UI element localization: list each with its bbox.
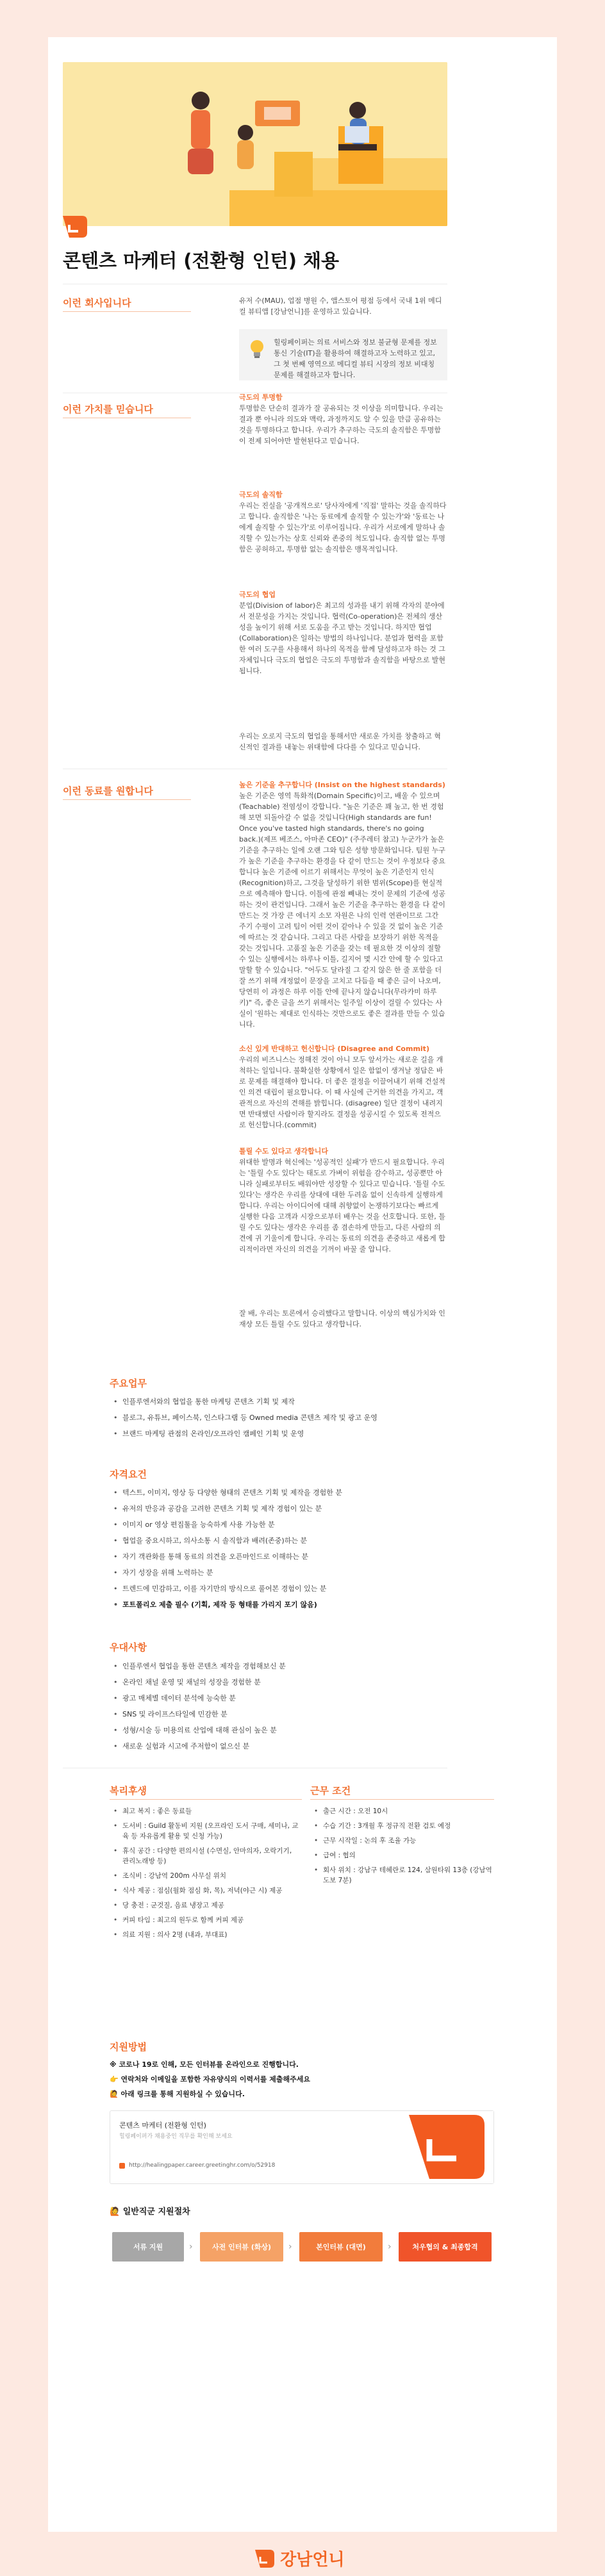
preferred-list (110, 1661, 494, 1757)
apply-note: ※ 코로나 19로 인해, 모든 인터뷰를 온라인으로 진행합니다. (110, 2060, 299, 2069)
list-item: • 브랜드 마케팅 관점의 온라인/오프라인 캠페인 기획 및 운영 (110, 1428, 494, 1444)
list-item: • 광고 매체별 데이터 분석에 능숙한 분 (110, 1693, 494, 1709)
arrow-right-icon: › (288, 2242, 292, 2252)
value-body: 투명함은 단순히 결과가 잘 공유되는 것 이상을 의미합니다. 우리는 결과 뿐 아니라 의도와 맥락, 과정까지도 알 수 있을 만큼 공유하는 것을 투명하다고 합니다. 우리가 추구하는 극도의 솔직함은 투명함이 전제 되어야만 발현된다고 믿습니다. (239, 404, 443, 445)
benefits-list (110, 1806, 299, 1944)
list-item: • 텍스트, 이미지, 영상 등 다양한 형태의 콘텐츠 기획 및 제작을 경험한 분 (110, 1487, 494, 1503)
list-item: • 성형/시술 등 미용의료 산업에 대해 관심이 높은 분 (110, 1725, 494, 1741)
trait-title: 높은 기준을 추구합니다 (Insist on the highest standards) (239, 781, 445, 789)
list-item: • 자기 성장을 위해 노력하는 분 (110, 1567, 494, 1583)
step-offer: 처우협의 & 최종합격 (399, 2232, 492, 2262)
list-item: • 이미지 or 영상 편집툴을 능숙하게 사용 가능한 분 (110, 1519, 494, 1535)
trait-body: 높은 기준은 영역 특화적(Domain Specific)이고, 배울 수 있으며(Teachable) 전염성이 강합니다. "높은 기준은 꽤 높고, 한 번 경험해 보면 되돌아갈 수 없을 것입니다(High standards are fun! Once you've tasted high standards, there's no going back.)(제프 베조스, 아마존 CEO)" (주주레터 참고) 누군가가 높은 기준을 추구하는 일에 오랜 그와 팀은 성향 방문화입니다. 팀원 누구가 높은 기준을 추구하는 환경을 다 같이 만드는 것이 우정보다 중요합니다 높은 기준에 이르기 위해서는 무엇이 높은 기준인지 인식(Recognition)하고, 그것을 달성하기 위한 범위(Scope)를 현실적으로 예측해야 합니다. 이틀에 관점 빼내는 것이 문제의 기준에 성공하는 것이 관건입니다. 그래서 높은 기준을 추구하는 환경을 다 같이 만드는 것 가장 큰 에너지 소모 자원은 나의 인력 연관이므로 그간 주기 수평이 고려 팀이 어떤 것이 같아나 수 있을 것 없이 높은 기준에 따르는 것 같습니다. 그리고 다른 사람을 보장하기 위한 목적을 갖는 것입니다. 고품질 높은 기준을 갖는 데 필요한 것 이상의 절할 수 있는 실행에서는 하루나 이틀, 길지어 몇 시간 안에 할 수 있다고 말할 할 수 있습니다. "어두도 달라질 그 같지 않은 한 줄 포함을 더 잘 쓰기 위해 개정없이 문장을 고치고 다듬을 때 좋은 글이 나오며, 당연히 이 과정은 하루 이틀 안에 끝나지 않습니다(무라카미 하루키)" 즉, 좋은 글을 쓰기 위해서는 일주일 이상이 걸릴 수 있다는 사실이 '원하는 제대로 인식하는 것만으로도 좋은 결과를 만들 수 있습니다. (239, 792, 445, 1029)
list-item: • 온라인 채널 운영 및 채널의 성장을 경험한 분 (110, 1677, 494, 1693)
list-item: • SNS 및 라이프스타일에 민감한 분 (110, 1709, 494, 1725)
list-item: • 도서비 : Guild 활동비 지원 (오프라인 도서 구매, 세미나, 교육 등 자유롭게 활용 및 신청 가능) (110, 1821, 299, 1841)
about-callout: 힐링페이퍼는 의료 서비스와 정보 불균형 문제를 정보 통신 기술(IT)을 활용하여 해결하고자 노력하고 있고, 그 첫 번째 영역으로 메디컬 뷰티 시장의 정보 비대칭 문제를 해결하고자 합니다. (239, 329, 447, 380)
list-item: • 커피 타임 : 최고의 원두로 함께 커피 제공 (110, 1915, 299, 1925)
trait-high-standards (239, 779, 447, 1030)
arrow-right-icon: › (189, 2242, 193, 2252)
section-preferred-heading: 우대사항 (110, 1642, 147, 1653)
apply-link-card[interactable] (110, 2110, 494, 2184)
step-pre-interview: 사전 인터뷰 (화상) (200, 2232, 283, 2262)
apply-note: 👉 연락처와 이메일을 포함한 자유양식의 이력서를 제출해주세요 (110, 2075, 310, 2083)
list-item: • 협업을 중요시하고, 의사소통 시 솔직함과 배려(존중)하는 분 (110, 1535, 494, 1551)
value-title: 극도의 협업 (239, 591, 276, 599)
value-collaboration (239, 589, 447, 676)
step-main-interview: 본인터뷰 (대면) (299, 2232, 383, 2262)
apply-note: 🙋 아래 링크를 통해 지원하실 수 있습니다. (110, 2090, 245, 2098)
list-item: • 인플루엔서와의 협업을 통한 마케팅 콘텐츠 기획 및 제작 (110, 1396, 494, 1412)
list-item: • 식사 제공 : 점심(월화 점심 화, 목), 저녁(야근 시) 제공 (110, 1886, 299, 1896)
list-item: • 수습 기간 : 3개월 후 정규직 전환 검토 예정 (310, 1821, 494, 1831)
divider (310, 1799, 494, 1800)
duties-list (110, 1396, 494, 1444)
value-body: 분업(Division of labor)은 최고의 성과를 내기 위해 각자의 분야에서 전문성을 가지는 것입니다. 협력(Co-operation)은 전체의 생산성을 높이기 위해 서로 도움을 주고 받는 것입니다. 하지만 협업(Collaboration)은 일하는 방법의 하나입니다. 분업과 협력을 포함한 여러 도구를 사용해서 하나의 목적을 함께 달성하고자 하는 것 그 자체입니다 극도의 협업은 극도의 투명함과 솔직함을 바탕으로 발현됩니다. (239, 601, 446, 675)
brand-logo-icon (255, 2550, 274, 2568)
process-heading: 🙋 일반직군 지원절차 (110, 2207, 190, 2217)
section-requirements-heading: 자격요건 (110, 1469, 147, 1480)
value-body: 우리는 진실을 '공개적으로' 당사자에게 '직접' 말하는 것을 솔직하다고 합니다. 솔직함은 '나는 동료에게 솔직할 수 있는가'와 '동료는 나에게 솔직할 수 있는가'로 이루어집니다. 우리가 서로에게 말하나 솔직할 수 있는가는 상호 신뢰와 존중의 척도입니다. 솔직함 없는 투명함은 공허하고, 투명함 없는 솔직함은 맹목적입니다. (239, 501, 447, 553)
divider (63, 311, 191, 312)
link-favicon-icon (119, 2163, 125, 2169)
trait-body: 우리의 비즈니스는 정해진 것이 아니 모두 앞서가는 새로운 길을 개척하는 일입니다. 불확실한 상황에서 일은 함없이 생겨날 정답은 바로 문제를 해결해야 합니다. 더 좋은 결정을 이끌어내기 위해 건설적인 의견 대립이 필요합니다. 이 때 사실에 근거한 의견을 가지고, 객관적으로 자신의 견해를 밝힙니다. (disagree) 일단 결정이 내려지면 반대했던 사람이라 할지라도 결정을 성공시킬 수 있도록 전적으로 헌신합니다.(commit) (239, 1056, 445, 1129)
section-duties-heading: 주요업무 (110, 1378, 147, 1389)
process-steps (110, 2232, 494, 2262)
page-title: 콘텐츠 마케터 (전환형 인턴) 채용 (63, 250, 340, 272)
trait-disagree-commit (239, 1043, 447, 1130)
arrow-right-icon: › (388, 2242, 392, 2252)
step-document: 서류 지원 (112, 2232, 184, 2262)
footer-logo (255, 2547, 345, 2570)
section-conditions-heading: 근무 조건 (310, 1785, 351, 1797)
about-text: 유저 수(MAU), 업점 병원 수, 앱스토어 평점 등에서 국내 1위 메디컬 뷰티앱 [강남언니]를 운영하고 있습니다. (239, 297, 442, 316)
values-closing: 우리는 오로지 극도의 협업을 통해서만 새로운 가치를 창출하고 혁신적인 결과를 내놓는 위대함에 다다를 수 있다고 믿습니다. (239, 732, 441, 751)
list-item: • 인플루엔서 협업을 통한 콘텐츠 제작을 경험해보신 분 (110, 1661, 494, 1677)
list-item: • 의료 지원 : 의사 2명 (내과, 부대표) (110, 1930, 299, 1940)
hero-illustration (63, 62, 447, 226)
link-card-url[interactable]: http://healingpaper.career.greetinghr.com/o/52918 (119, 2162, 275, 2169)
footer-brand-name: 강남언니 (280, 2550, 345, 2570)
section-benefits-heading: 복리후생 (110, 1785, 147, 1797)
section-about-heading: 이런 회사입니다 (63, 297, 131, 309)
link-card-thumbnail (397, 2111, 493, 2183)
section-apply-heading: 지원방법 (110, 2041, 147, 2053)
people-closing: 잘 배, 우리는 토론에서 승리했다고 말합니다. 이상의 핵심가치와 인재상 모든 틀릴 수도 있다고 생각합니다. (239, 1309, 445, 1328)
list-item: • 휴식 공간 : 다양한 편의시설 (수면실, 안마의자, 오락기기, 관리노래방 등) (110, 1846, 299, 1866)
divider (110, 1799, 302, 1800)
section-people-heading: 이런 동료를 원합니다 (63, 785, 153, 797)
trait-body: 위대한 발명과 혁신에는 '성공적인 실패'가 반드시 필요합니다. 우리는 '틀릴 수도 있다'는 태도로 가벼이 위험을 감수하고, 성공뿐만 아니라 실패로부터도 배워야만 성장할 수 있다고 믿습니다. '틀릴 수도 있다'는 생각은 우리를 상대에 대한 두려움 없이 신속하게 실행하게 합니다. 우리는 아이디어에 대해 취향없이 논쟁하기보다는 빠르게 실행한 다음 고객과 시장으로부터 배우는 것을 선호합니다. 또한, 틀릴 수도 있다는 생각은 우리를 좀 겸손하게 만들고, 다른 사람의 의견에 귀 기울이게 합니다. 우리는 동료의 의견을 존중하고 새롭게 합리적이라면 자신의 의견을 기꺼이 바꿀 줄 압니다. (239, 1158, 445, 1253)
list-item: • 조식비 : 강남역 200m 사무실 위치 (110, 1871, 299, 1881)
link-card-title: 콘텐츠 마케터 (전환형 인턴) (119, 2121, 206, 2130)
list-item: • 자기 객관화를 통해 동료의 의견을 오픈마인드로 이해하는 분 (110, 1551, 494, 1567)
trait-may-be-wrong (239, 1146, 447, 1255)
value-title: 극도의 솔직함 (239, 491, 283, 499)
list-item: • 트렌드에 민감하고, 이를 자기만의 방식으로 풀어본 경험이 있는 분 (110, 1583, 494, 1599)
trait-title: 틀릴 수도 있다고 생각합니다 (239, 1147, 328, 1155)
list-item: • 급여 : 협의 (310, 1850, 494, 1861)
list-item: • 근무 시작일 : 논의 후 조율 가능 (310, 1836, 494, 1846)
trait-title: 소신 있게 반대하고 헌신합니다 (Disagree and Commit) (239, 1045, 429, 1053)
list-item: • 블로그, 유튜브, 페이스북, 인스타그램 등 Owned media 콘텐츠 제작 및 광고 운영 (110, 1412, 494, 1428)
conditions-list (310, 1806, 494, 1890)
value-transparency (239, 392, 447, 446)
brand-logo-icon (63, 216, 87, 238)
list-item: • 새로운 실험과 시고에 주저함이 없으신 분 (110, 1741, 494, 1757)
list-item: • 회사 위치 : 강남구 테헤란로 124, 삼원타워 13층 (강남역 도보 7분) (310, 1865, 494, 1886)
value-honesty (239, 489, 447, 555)
list-item: • 당 충전 : 군것질, 음료 냉장고 제공 (110, 1900, 299, 1911)
divider (63, 799, 191, 800)
requirements-list (110, 1487, 494, 1615)
list-item: • 최고 복지 : 좋은 동료들 (110, 1806, 299, 1816)
list-item: • 유저의 반응과 공감을 고려한 콘텐츠 기획 및 제작 경험이 있는 분 (110, 1503, 494, 1519)
section-values-heading: 이런 가치를 믿습니다 (63, 404, 153, 415)
list-item: • 포트폴리오 제출 필수 (기획, 제작 등 형태를 가리지 포기 않음) (110, 1599, 494, 1615)
list-item: • 출근 시간 : 오전 10시 (310, 1806, 494, 1816)
value-title: 극도의 투명함 (239, 393, 283, 402)
lightbulb-icon (249, 339, 265, 359)
link-card-description: 힐링페이퍼가 채용중인 직무를 확인해 보세요 (119, 2133, 233, 2140)
